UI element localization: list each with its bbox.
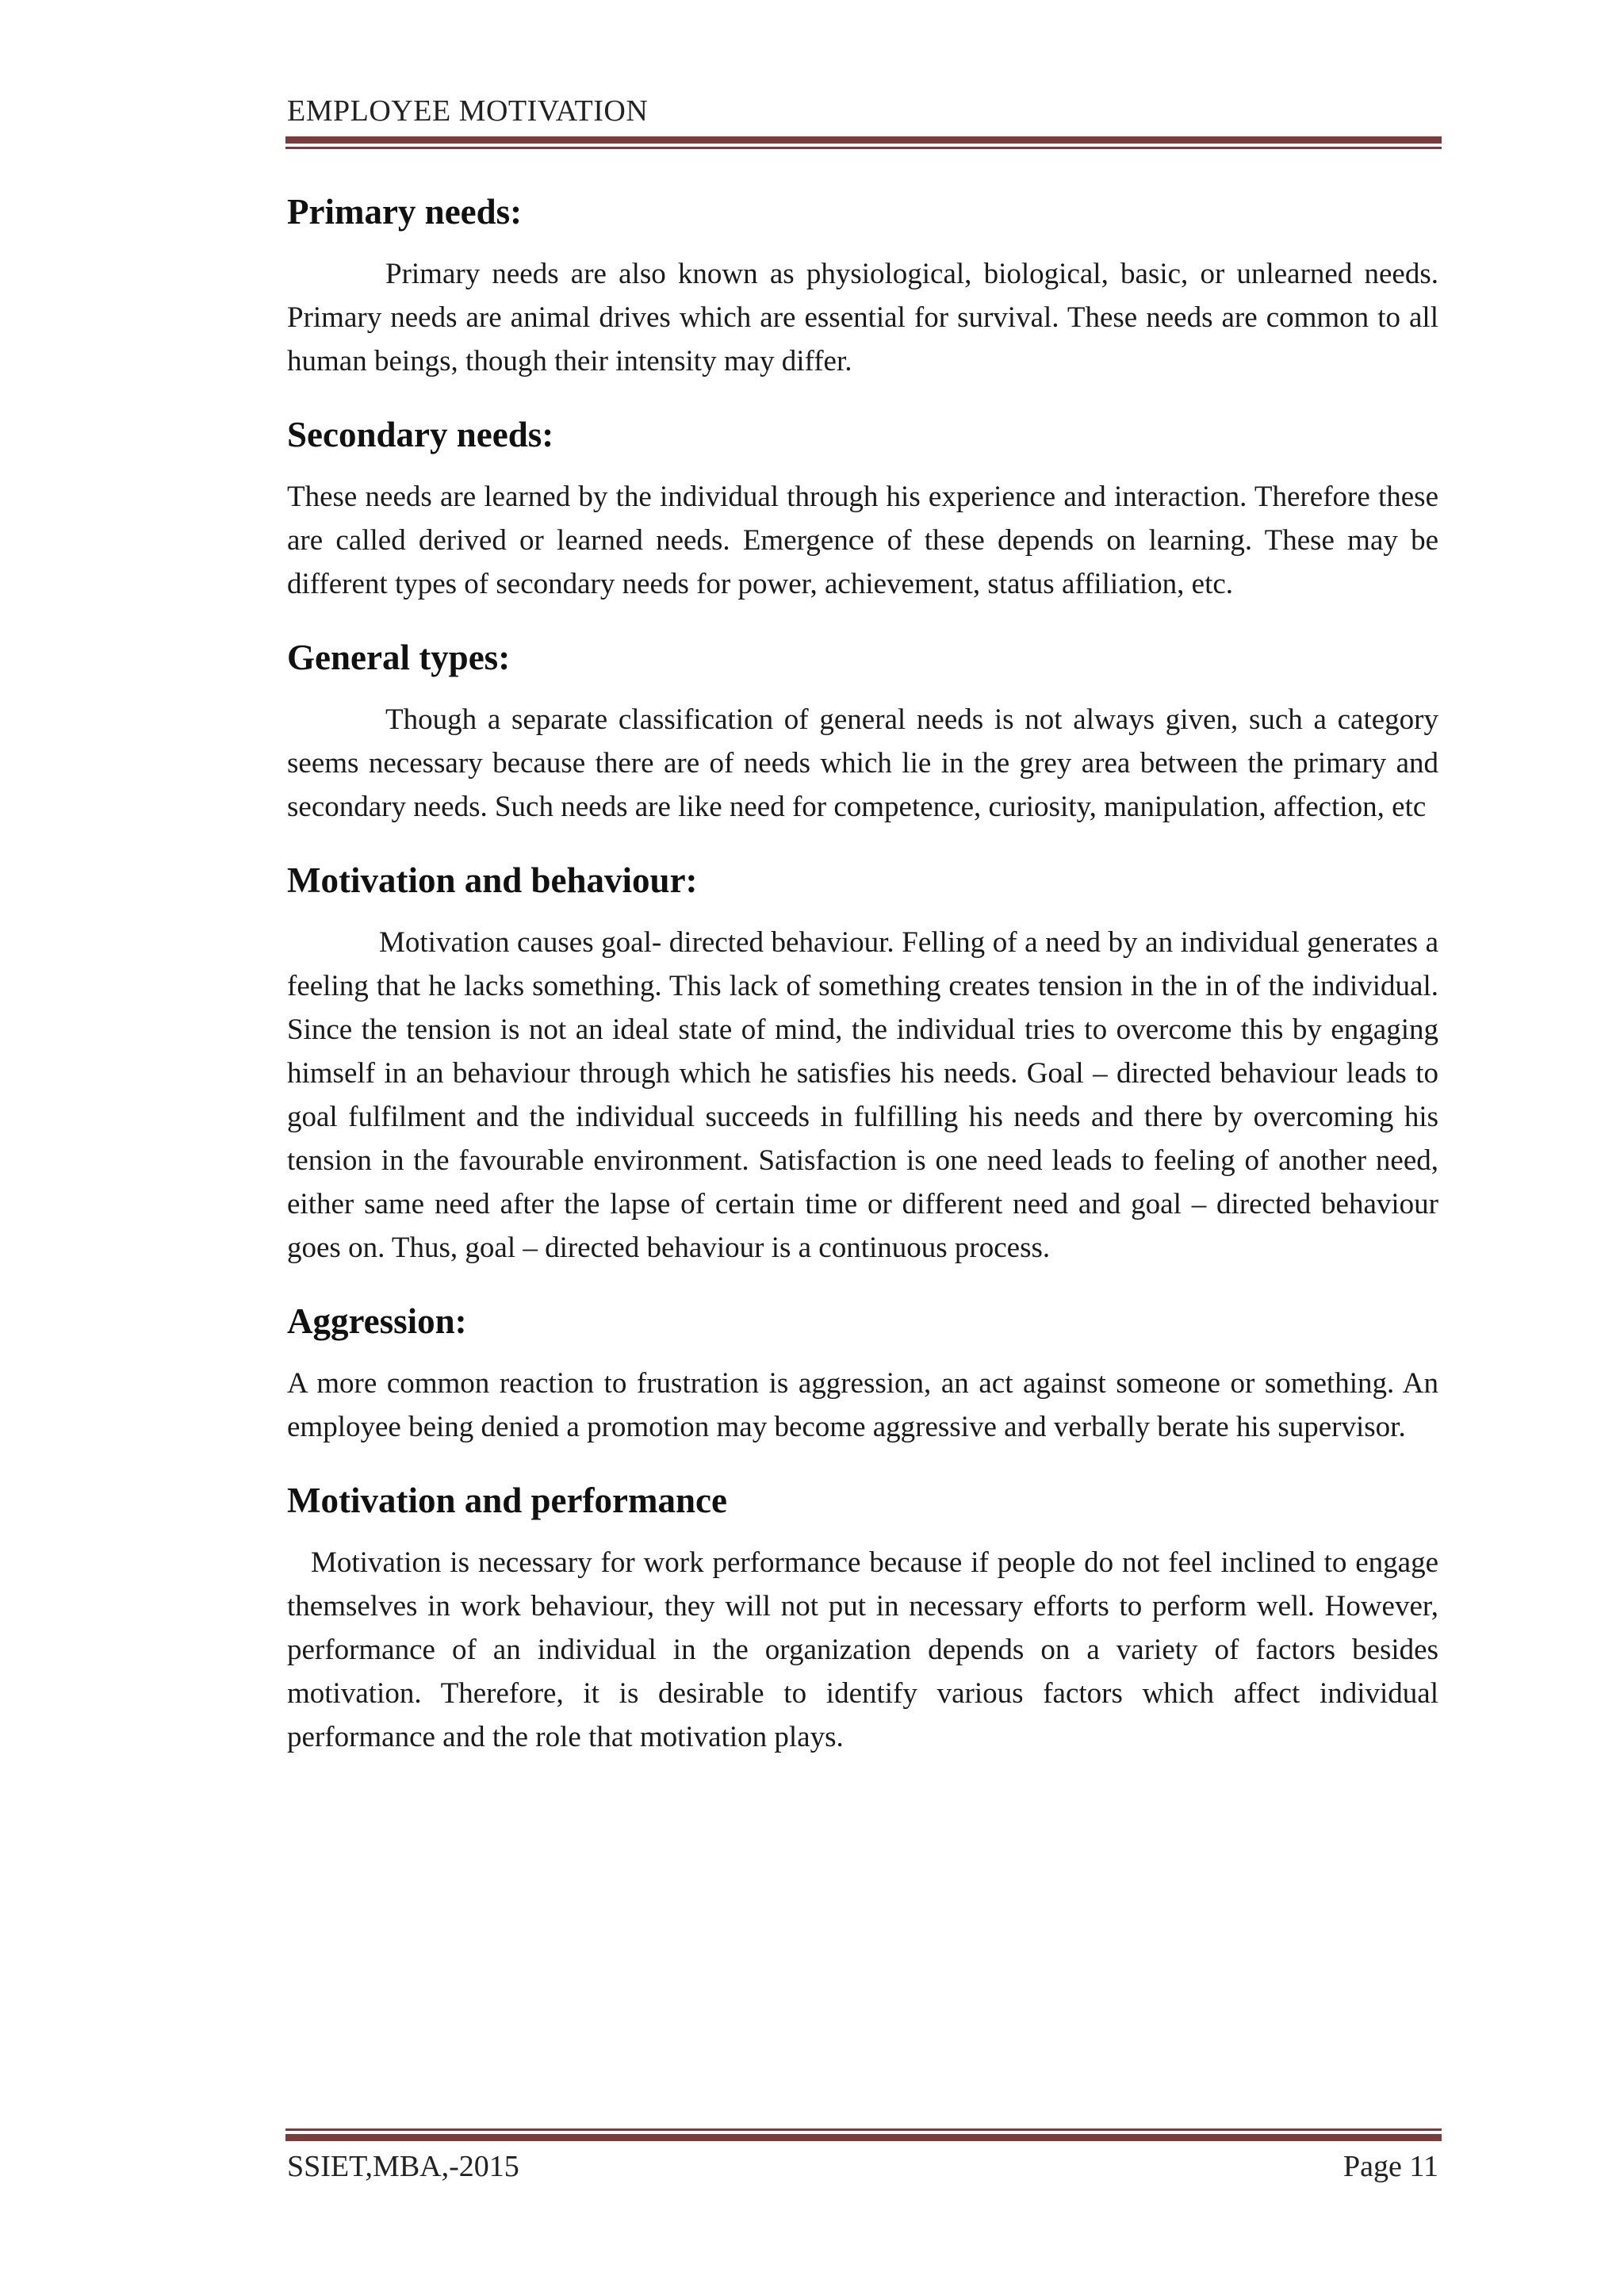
section-heading: Primary needs: [287,192,523,232]
section-paragraph: These needs are learned by the individual through his experience and interaction. Therefore these are called derived or learned needs. Emergence of these depends on learning. These may be different types of secondary needs for power, achievement, status affiliation, etc. [287,481,1438,600]
section-secondary-needs [287,413,1438,606]
section-heading: Motivation and performance [287,1481,727,1520]
section-motivation-and-performance [287,1479,1438,1759]
section-paragraph: Motivation causes goal- directed behaviour. Felling of a need by an individual generates a feeling that he lacks something. This lack of something creates tension in the in of the individual. Since the tension is not an ideal state of mind, the individual tries to overcome this by engaging himself in an behaviour through which he satisfies his needs. Goal – directed behaviour leads to goal fulfilment and the individual succeeds in fulfilling his needs and there by overcoming his tension in the favourable environment. Satisfaction is one need leads to feeling of another need, either same need after the lapse of certain time or different need and goal – directed behaviour goes on. Thus, goal – directed behaviour is a continuous process. [287,926,1438,1264]
running-header-title: EMPLOYEE MOTIVATION [287,94,649,128]
section-heading: Motivation and behaviour: [287,860,698,900]
header-rule [285,136,1442,149]
section-heading: Aggression: [287,1301,467,1341]
header-rule-thick [285,136,1442,144]
section-paragraph: A more common reaction to frustration is aggression, an act against someone or something. An employee being denied a promotion may become aggressive and verbally berate his supervisor. [287,1367,1438,1443]
section-motivation-and-behaviour [287,859,1438,1270]
footer-institution: SSIET,MBA,-2015 [287,2150,519,2183]
page-number: Page 11 [1343,2150,1438,2183]
section-paragraph: Primary needs are also known as physiological, biological, basic, or unlearned needs. Primary needs are animal drives which are essential for survival. These needs are common to all human beings, though their intensity may differ. [287,258,1438,377]
section-aggression [287,1300,1438,1449]
header-rule-thin [285,147,1442,149]
section-primary-needs [287,190,1438,383]
section-paragraph: Though a separate classification of general needs is not always given, such a category seems necessary because there are of needs which lie in the grey area between the primary and secondary needs. Such needs are like need for competence, curiosity, manipulation, affection, etc [287,703,1438,823]
page-body [287,190,1438,1789]
section-heading: General types: [287,638,511,677]
section-general-types [287,636,1438,829]
footer-rule-thin [285,2128,1442,2131]
section-paragraph: Motivation is necessary for work performance because if people do not feel inclined to engage themselves in work behaviour, they will not put in necessary efforts to perform well. However, performance of an individual in the organization depends on a variety of factors besides motivation. Therefore, it is desirable to identify various factors which affect individual performance and the role that motivation plays. [287,1546,1438,1753]
footer-rule [285,2128,1442,2141]
footer-rule-thick [285,2134,1442,2141]
section-heading: Secondary needs: [287,415,554,454]
